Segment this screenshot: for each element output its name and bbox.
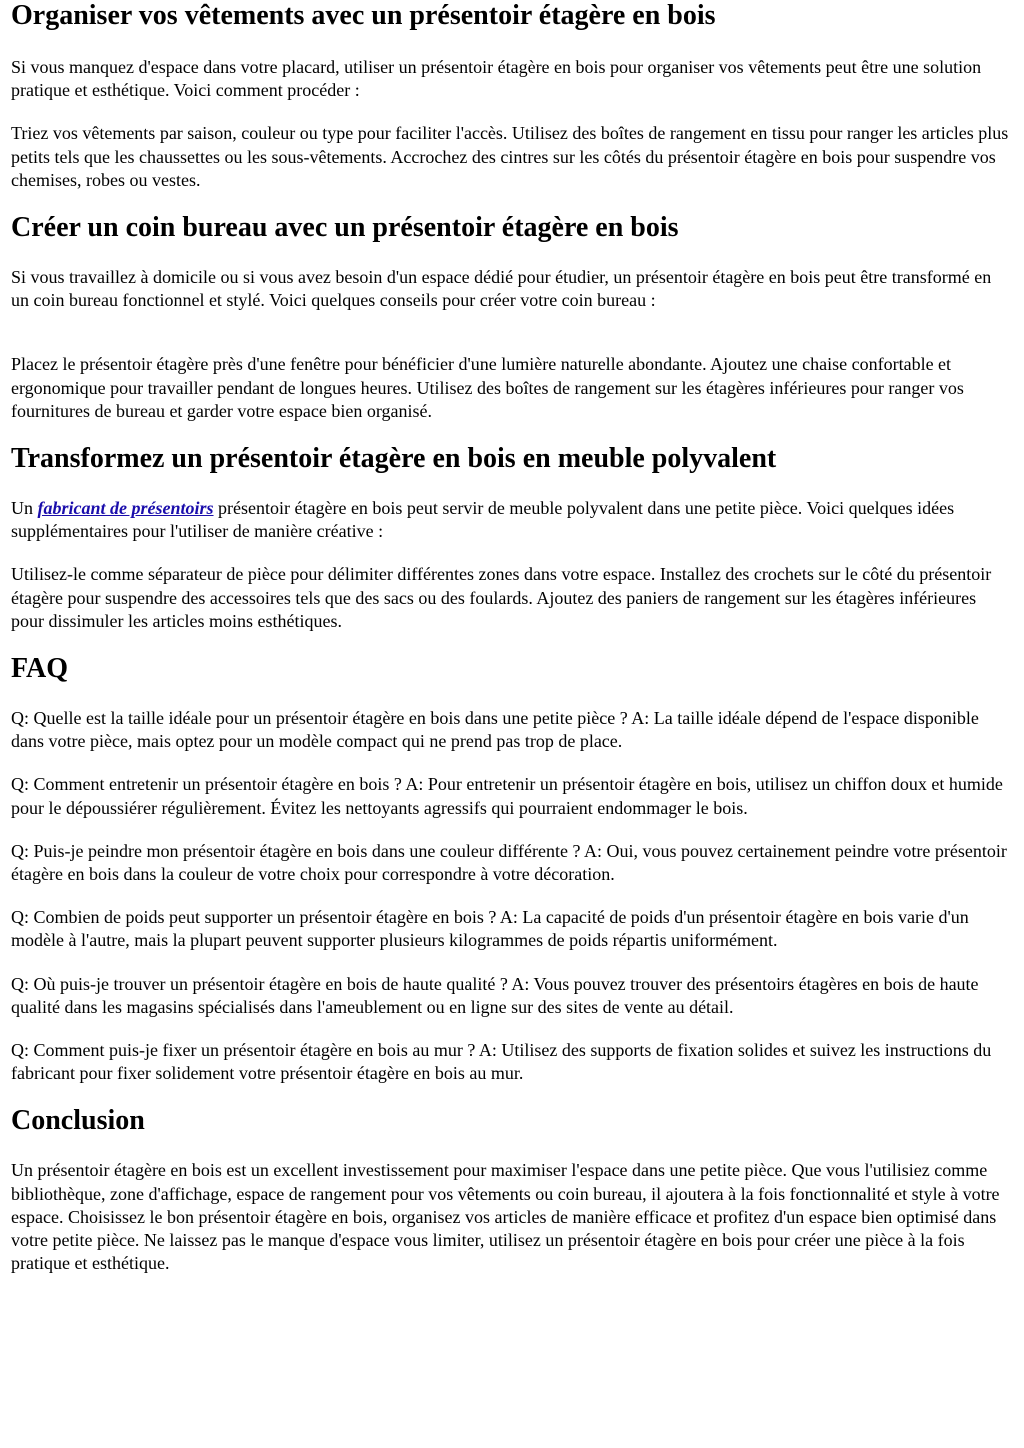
paragraph-polyvalent-body: Utilisez-le comme séparateur de pièce pour délimiter différentes zones dans votre espace. Installez des crochets sur le côté du présentoir étagère pour suspendre des accessoires tels que des sacs ou des foulards. Ajoutez des paniers de rangement sur les étagères inférieures pour dissimuler les articles moins esthétiques.: [11, 564, 992, 631]
faq-item: Q: Puis-je peindre mon présentoir étagère en bois dans une couleur différente ? A: Oui, vous pouvez certainement peindre votre présentoir étagère en bois dans la couleur de votre choix pour correspondre à votre décoration.: [11, 840, 1007, 885]
heading-faq: FAQ: [11, 653, 69, 685]
faq-item: Q: Combien de poids peut supporter un présentoir étagère en bois ? A: La capacité de poids d'un présentoir étagère en bois varie d'un modèle à l'autre, mais la plupart peuvent supporter plusieurs kilogrammes de poids répartis uniformément.: [11, 907, 969, 951]
paragraph-vetements-intro: Si vous manquez d'espace dans votre placard, utiliser un présentoir étagère en bois pour organiser vos vêtements peut être une solution pratique et esthétique. Voici comment procéder :: [11, 57, 982, 101]
paragraph-polyvalent-intro: [11, 497, 1013, 543]
fabricant-presentoirs-link[interactable]: fabricant de présentoirs: [37, 498, 214, 519]
paragraph-bureau-body: Placez le présentoir étagère près d'une fenêtre pour bénéficier d'une lumière naturelle abondante. Ajoutez une chaise confortable et ergonomique pour travailler pendant de longues heures. Utilisez des boîtes de rangement sur les étagères inférieures pour ranger vos fournitures de bureau et garder votre espace bien organisé.: [11, 354, 964, 421]
paragraph-vetements-body: Triez vos vêtements par saison, couleur ou type pour faciliter l'accès. Utilisez des boîtes de rangement en tissu pour ranger les articles plus petits tels que les chaussettes ou les sous-vêtements. Accrochez des cintres sur les côtés du présentoir étagère en bois pour suspendre vos chemises, robes ou vestes.: [11, 123, 1009, 190]
heading-conclusion: Conclusion: [11, 1105, 145, 1137]
paragraph-conclusion: Un présentoir étagère en bois est un excellent investissement pour maximiser l'espace dans une petite pièce. Que vous l'utilisiez comme bibliothèque, zone d'affichage, espace de rangement pour vos vêtements ou coin bureau, il ajoutera à la fois fonctionnalité et style à votre espace. Choisissez le bon présentoir étagère en bois, organisez vos articles de manière efficace et profitez d'un espace bien optimisé dans votre petite pièce. Ne laissez pas le manque d'espace vous limiter, utilisez un présentoir étagère en bois pour créer une pièce à la fois pratique et esthétique.: [11, 1160, 1000, 1274]
faq-item: Q: Comment entretenir un présentoir étagère en bois ? A: Pour entretenir un présentoir étagère en bois, utilisez un chiffon doux et humide pour le dépoussiérer régulièrement. Évitez les nettoyants agressifs qui pourraient endommager le bois.: [11, 774, 1003, 818]
intro-after-text: présentoir étagère en bois peut servir de meuble polyvalent dans une petite pièce. Voici quelques idées supplémentaires pour l'utiliser de manière créative :: [11, 498, 955, 542]
intro-before-text: Un: [11, 498, 38, 519]
faq-item: Q: Quelle est la taille idéale pour un présentoir étagère en bois dans une petite pièce ? A: La taille idéale dépend de l'espace disponible dans votre pièce, mais optez pour un modèle compact qui ne prend pas trop de place.: [11, 708, 979, 752]
faq-item: Q: Comment puis-je fixer un présentoir étagère en bois au mur ? A: Utilisez des supports de fixation solides et suivez les instructions du fabricant pour fixer solidement votre présentoir étagère en bois au mur.: [11, 1040, 992, 1084]
faq-item: Q: Où puis-je trouver un présentoir étagère en bois de haute qualité ? A: Vous pouvez trouver des présentoirs étagères en bois de haute qualité dans les magasins spécialisés dans l'ameublement ou en ligne sur des sites de vente au détail.: [11, 973, 979, 1017]
heading-meuble-polyvalent: Transformez un présentoir étagère en bois en meuble polyvalent: [11, 443, 777, 475]
paragraph-bureau-intro: Si vous travaillez à domicile ou si vous avez besoin d'un espace dédié pour étudier, un présentoir étagère en bois peut être transformé en un coin bureau fonctionnel et stylé. Voici quelques conseils pour créer votre coin bureau :: [11, 267, 992, 311]
heading-coin-bureau: Créer un coin bureau avec un présentoir étagère en bois: [11, 212, 679, 244]
heading-organiser-vetements: Organiser vos vêtements avec un présentoir étagère en bois: [11, 0, 716, 31]
